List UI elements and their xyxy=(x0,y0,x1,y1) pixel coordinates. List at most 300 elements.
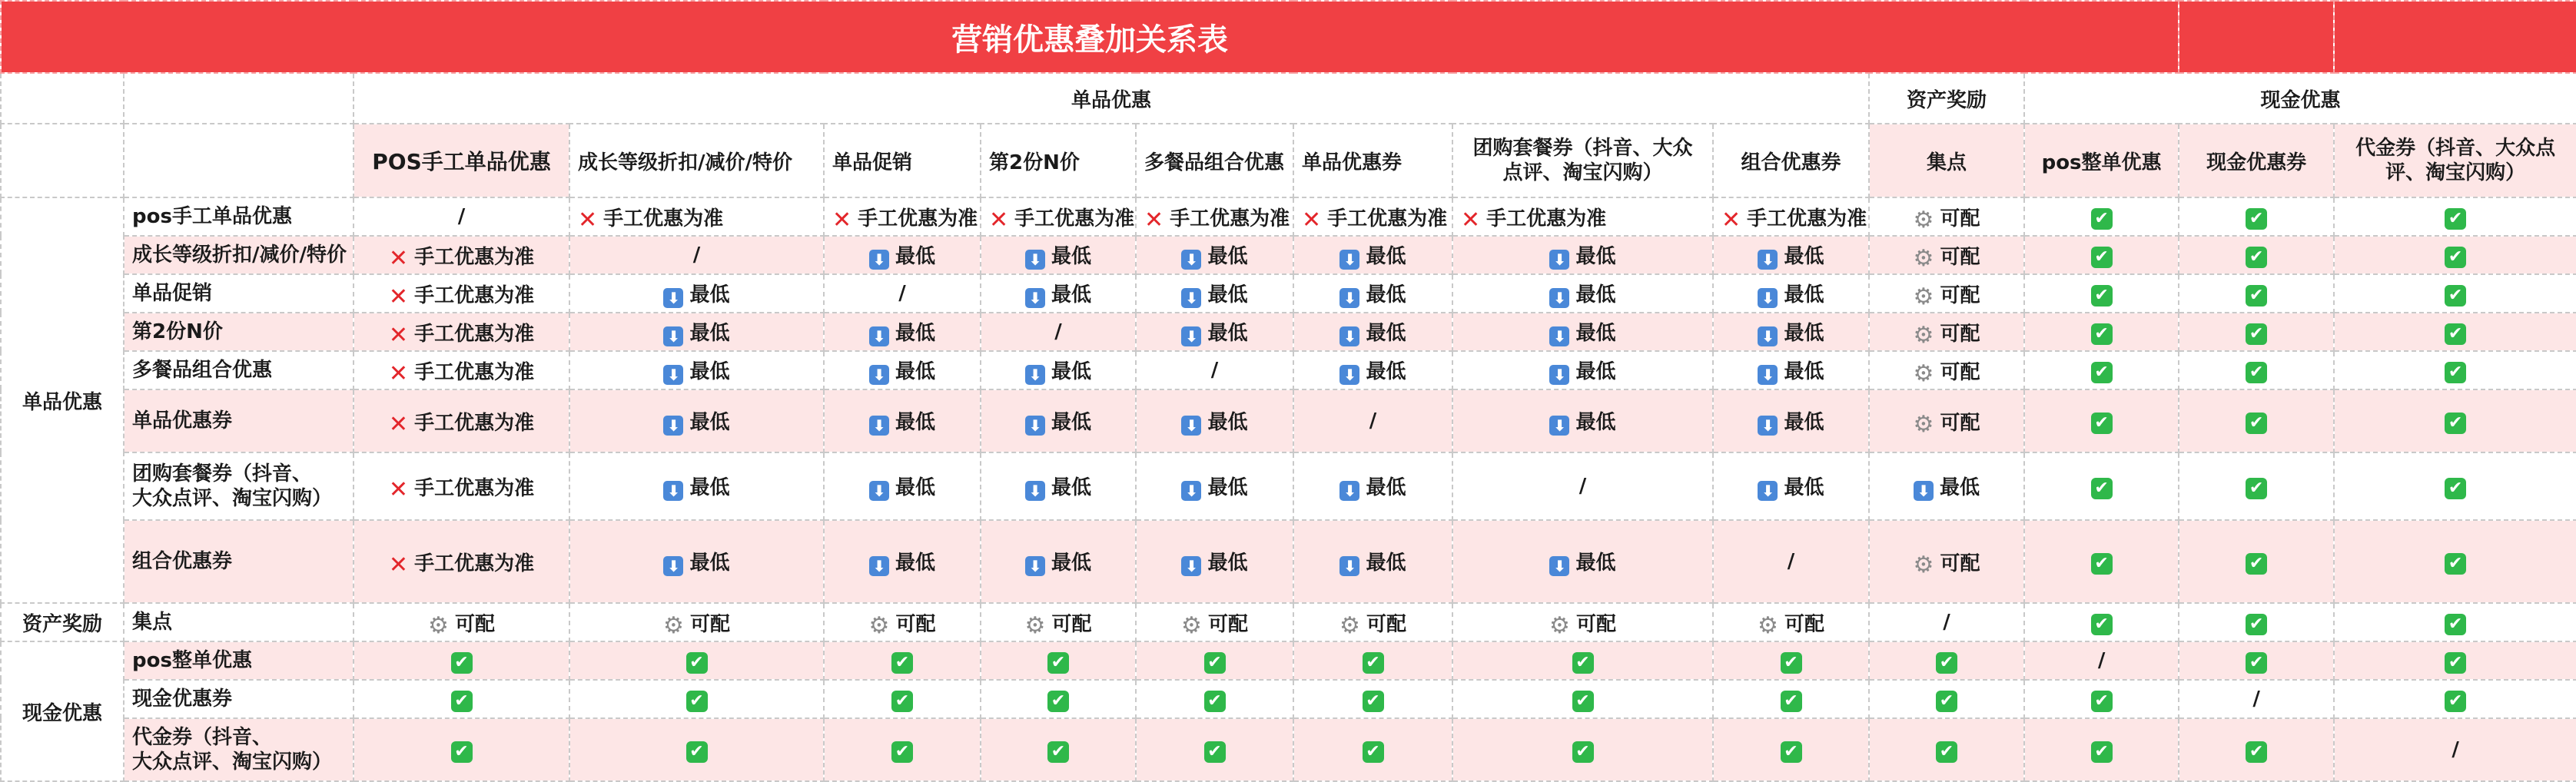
check-mark-icon: ✔ xyxy=(1363,741,1384,763)
down-arrow-icon: ⬇ xyxy=(1025,288,1045,308)
cell-text: 可配 xyxy=(1784,612,1824,636)
title-spacer-cell xyxy=(2179,1,2334,73)
matrix-cell xyxy=(1293,520,1452,603)
cell-text: 最低 xyxy=(1366,476,1406,499)
check-mark-icon: ✔ xyxy=(1572,691,1594,712)
gear-icon: ⚙ xyxy=(663,611,684,639)
cell-text: 手工优惠为准 xyxy=(414,552,535,575)
column-header: 集点 xyxy=(1869,124,2024,197)
group-header-single: 单品优惠 xyxy=(354,73,1869,124)
matrix-cell xyxy=(2179,351,2334,389)
matrix-cell xyxy=(981,389,1136,452)
matrix-cell xyxy=(2334,236,2576,274)
matrix-cell xyxy=(354,274,569,313)
matrix-cell xyxy=(824,452,981,520)
check-mark-icon: ✔ xyxy=(2445,691,2466,712)
cell-text: 最低 xyxy=(1575,322,1616,345)
matrix-cell xyxy=(1713,197,1869,236)
self-slash: / xyxy=(2252,688,2260,711)
check-mark-icon: ✔ xyxy=(2246,652,2267,674)
row-label: 团购套餐券（抖音、 大众点评、淘宝闪购） xyxy=(124,452,354,520)
check-mark-icon: ✔ xyxy=(2445,614,2466,635)
cell-text: 最低 xyxy=(895,360,935,383)
cell-text: 可配 xyxy=(1940,283,1980,307)
matrix-cell xyxy=(1713,641,1869,680)
matrix-cell xyxy=(981,641,1136,680)
column-header: 成长等级折扣/减价/特价 xyxy=(569,124,824,197)
down-arrow-icon: ⬇ xyxy=(869,416,889,436)
check-mark-icon: ✔ xyxy=(2246,478,2267,499)
matrix-cell xyxy=(1136,718,1293,781)
check-mark-icon: ✔ xyxy=(1572,741,1594,763)
check-mark-icon: ✔ xyxy=(1781,741,1802,763)
cell-text: 最低 xyxy=(1366,360,1406,383)
cross-mark-icon: ✕ xyxy=(388,360,409,387)
matrix-cell xyxy=(2179,236,2334,274)
down-arrow-icon: ⬇ xyxy=(663,481,683,501)
matrix-cell xyxy=(1136,313,1293,351)
check-mark-icon: ✔ xyxy=(2091,323,2113,345)
matrix-cell xyxy=(824,603,981,641)
down-arrow-icon: ⬇ xyxy=(663,556,683,576)
self-slash: / xyxy=(1369,409,1377,432)
cell-text: 最低 xyxy=(1207,411,1248,434)
matrix-cell xyxy=(354,351,569,389)
check-mark-icon: ✔ xyxy=(2091,614,2113,635)
gear-icon: ⚙ xyxy=(428,611,449,639)
matrix-cell xyxy=(1293,351,1452,389)
check-mark-icon: ✔ xyxy=(686,741,708,763)
matrix-cell xyxy=(1293,603,1452,641)
down-arrow-icon: ⬇ xyxy=(1181,326,1201,346)
matrix-cell xyxy=(1136,236,1293,274)
table-row xyxy=(1,236,2576,274)
check-mark-icon: ✔ xyxy=(2246,553,2267,575)
matrix-cell xyxy=(1713,274,1869,313)
matrix-cell xyxy=(1136,274,1293,313)
down-arrow-icon: ⬇ xyxy=(1181,416,1201,436)
row-label: 集点 xyxy=(124,603,354,641)
cell-text: 手工优惠为准 xyxy=(414,245,535,269)
column-header: POS手工单品优惠 xyxy=(354,124,569,197)
matrix-cell xyxy=(2334,389,2576,452)
matrix-cell xyxy=(354,452,569,520)
matrix-cell xyxy=(981,718,1136,781)
table-row xyxy=(1,274,2576,313)
matrix-cell xyxy=(2179,197,2334,236)
matrix-cell xyxy=(1136,520,1293,603)
check-mark-icon: ✔ xyxy=(891,691,913,712)
self-slash: / xyxy=(1943,611,1950,634)
cell-text: 最低 xyxy=(1207,476,1248,499)
down-arrow-icon: ⬇ xyxy=(1025,556,1045,576)
matrix-cell xyxy=(1136,351,1293,389)
matrix-cell xyxy=(1869,452,2024,520)
check-mark-icon: ✔ xyxy=(1047,652,1069,674)
matrix-cell xyxy=(569,641,824,680)
matrix-cell xyxy=(1293,452,1452,520)
check-mark-icon: ✔ xyxy=(2445,413,2466,434)
cell-text: 可配 xyxy=(1940,322,1980,346)
check-mark-icon: ✔ xyxy=(891,741,913,763)
cell-text: 手工优惠为准 xyxy=(603,207,724,230)
table-row xyxy=(1,351,2576,389)
cell-text: 可配 xyxy=(1940,245,1980,269)
check-mark-icon: ✔ xyxy=(2246,413,2267,434)
matrix-cell xyxy=(354,641,569,680)
matrix-cell xyxy=(1452,452,1713,520)
cell-text: 手工优惠为准 xyxy=(1170,207,1290,230)
table-row xyxy=(1,313,2576,351)
row-label: 代金券（抖音、 大众点评、淘宝闪购） xyxy=(124,718,354,781)
gear-icon: ⚙ xyxy=(1549,611,1570,639)
gear-icon: ⚙ xyxy=(1758,611,1778,639)
cell-text: 最低 xyxy=(1051,245,1091,268)
matrix-cell xyxy=(1452,680,1713,718)
cell-text: 最低 xyxy=(1784,245,1824,268)
cell-text: 可配 xyxy=(1051,612,1092,636)
cell-text: 最低 xyxy=(1784,476,1824,499)
matrix-cell xyxy=(2334,680,2576,718)
matrix-cell xyxy=(569,274,824,313)
row-label: pos整单优惠 xyxy=(124,641,354,680)
self-slash: / xyxy=(2097,649,2106,672)
matrix-cell xyxy=(824,236,981,274)
corner-cell xyxy=(1,124,124,197)
matrix-cell xyxy=(569,718,824,781)
down-arrow-icon: ⬇ xyxy=(1025,481,1045,501)
down-arrow-icon: ⬇ xyxy=(663,326,683,346)
cross-mark-icon: ✕ xyxy=(1302,206,1322,234)
down-arrow-icon: ⬇ xyxy=(1758,326,1778,346)
down-arrow-icon: ⬇ xyxy=(1339,326,1359,346)
cell-text: 可配 xyxy=(454,612,495,636)
cross-mark-icon: ✕ xyxy=(388,551,409,578)
down-arrow-icon: ⬇ xyxy=(1339,365,1359,385)
down-arrow-icon: ⬇ xyxy=(1025,250,1045,270)
matrix-cell xyxy=(981,197,1136,236)
down-arrow-icon: ⬇ xyxy=(869,481,889,501)
check-mark-icon: ✔ xyxy=(1047,691,1069,712)
matrix-cell xyxy=(2179,452,2334,520)
down-arrow-icon: ⬇ xyxy=(869,326,889,346)
self-slash: / xyxy=(2452,738,2459,761)
matrix-cell xyxy=(824,351,981,389)
column-header: 团购套餐券（抖音、大众点评、淘宝闪购） xyxy=(1452,124,1713,197)
matrix-cell xyxy=(2024,351,2179,389)
matrix-cell xyxy=(354,197,569,236)
down-arrow-icon: ⬇ xyxy=(1339,250,1359,270)
self-slash: / xyxy=(1578,475,1587,498)
matrix-cell xyxy=(2179,603,2334,641)
row-label: pos手工单品优惠 xyxy=(124,197,354,236)
cell-text: 最低 xyxy=(1051,552,1091,575)
matrix-cell xyxy=(1713,236,1869,274)
matrix-cell xyxy=(2024,680,2179,718)
check-mark-icon: ✔ xyxy=(2091,413,2113,434)
cell-text: 最低 xyxy=(895,552,935,575)
cell-text: 可配 xyxy=(1207,612,1248,636)
cell-text: 最低 xyxy=(689,360,730,383)
matrix-cell xyxy=(824,641,981,680)
cell-text: 最低 xyxy=(895,411,935,434)
matrix-cell xyxy=(1452,274,1713,313)
gear-icon: ⚙ xyxy=(868,611,890,639)
check-mark-icon: ✔ xyxy=(2445,652,2466,674)
matrix-cell xyxy=(1713,313,1869,351)
matrix-cell xyxy=(981,236,1136,274)
check-mark-icon: ✔ xyxy=(2246,285,2267,307)
down-arrow-icon: ⬇ xyxy=(1339,556,1359,576)
matrix-cell xyxy=(2179,520,2334,603)
matrix-cell xyxy=(354,603,569,641)
table-row xyxy=(1,452,2576,520)
cross-mark-icon: ✕ xyxy=(388,244,409,272)
cell-text: 最低 xyxy=(1051,283,1091,307)
matrix-cell xyxy=(2334,603,2576,641)
down-arrow-icon: ⬇ xyxy=(1549,250,1569,270)
down-arrow-icon: ⬇ xyxy=(663,365,683,385)
matrix-cell xyxy=(1136,680,1293,718)
cell-text: 最低 xyxy=(895,322,935,345)
cell-text: 可配 xyxy=(1366,612,1406,636)
matrix-cell xyxy=(1136,452,1293,520)
matrix-cell xyxy=(1869,680,2024,718)
table-title: 营销优惠叠加关系表 xyxy=(1,1,2179,73)
check-mark-icon: ✔ xyxy=(2246,362,2267,383)
check-mark-icon: ✔ xyxy=(2445,323,2466,345)
table-row xyxy=(1,641,2576,680)
matrix-cell xyxy=(354,236,569,274)
matrix-cell xyxy=(1293,680,1452,718)
check-mark-icon: ✔ xyxy=(2091,553,2113,575)
gear-icon: ⚙ xyxy=(1913,321,1934,349)
matrix-cell xyxy=(1869,603,2024,641)
check-mark-icon: ✔ xyxy=(2246,323,2267,345)
row-label: 组合优惠券 xyxy=(124,520,354,603)
self-slash: / xyxy=(1054,320,1062,343)
cell-text: 可配 xyxy=(1940,552,1980,575)
matrix-cell xyxy=(1869,718,2024,781)
matrix-cell xyxy=(2179,680,2334,718)
down-arrow-icon: ⬇ xyxy=(1758,481,1778,501)
row-label: 多餐品组合优惠 xyxy=(124,351,354,389)
cell-text: 手工优惠为准 xyxy=(414,360,535,384)
row-label: 现金优惠券 xyxy=(124,680,354,718)
table-row xyxy=(1,603,2576,641)
check-mark-icon: ✔ xyxy=(2445,247,2466,268)
cell-text: 最低 xyxy=(1575,283,1616,307)
gear-icon: ⚙ xyxy=(1913,283,1934,310)
matrix-cell xyxy=(1452,197,1713,236)
matrix-cell xyxy=(981,313,1136,351)
matrix-cell xyxy=(1452,520,1713,603)
check-mark-icon: ✔ xyxy=(1204,741,1226,763)
down-arrow-icon: ⬇ xyxy=(1549,326,1569,346)
column-header: 代金券（抖音、大众点评、淘宝闪购） xyxy=(2334,124,2576,197)
matrix-cell xyxy=(2334,520,2576,603)
matrix-cell xyxy=(824,313,981,351)
cell-text: 最低 xyxy=(1366,552,1406,575)
check-mark-icon: ✔ xyxy=(686,652,708,674)
matrix-cell xyxy=(569,313,824,351)
matrix-cell xyxy=(1869,389,2024,452)
matrix-cell xyxy=(1452,389,1713,452)
cell-text: 可配 xyxy=(689,612,730,636)
cell-text: 最低 xyxy=(1366,245,1406,268)
check-mark-icon: ✔ xyxy=(2445,478,2466,499)
check-mark-icon: ✔ xyxy=(1204,691,1226,712)
down-arrow-icon: ⬇ xyxy=(1181,481,1201,501)
corner-cell xyxy=(124,73,354,124)
matrix-cell xyxy=(824,389,981,452)
check-mark-icon: ✔ xyxy=(451,652,473,674)
down-arrow-icon: ⬇ xyxy=(1339,481,1359,501)
matrix-cell xyxy=(1293,718,1452,781)
gear-icon: ⚙ xyxy=(1913,244,1934,272)
matrix-cell xyxy=(569,603,824,641)
cell-text: 手工优惠为准 xyxy=(1327,207,1448,230)
gear-icon: ⚙ xyxy=(1913,206,1934,234)
check-mark-icon: ✔ xyxy=(451,691,473,712)
down-arrow-icon: ⬇ xyxy=(1758,416,1778,436)
check-mark-icon: ✔ xyxy=(891,652,913,674)
cell-text: 最低 xyxy=(1784,411,1824,434)
corner-cell xyxy=(1,73,124,124)
check-mark-icon: ✔ xyxy=(1363,652,1384,674)
matrix-cell xyxy=(2179,389,2334,452)
matrix-cell xyxy=(2334,452,2576,520)
matrix-cell xyxy=(2024,274,2179,313)
matrix-cell xyxy=(2334,718,2576,781)
self-slash: / xyxy=(1787,550,1795,573)
matrix-cell xyxy=(1713,603,1869,641)
cell-text: 最低 xyxy=(689,283,730,307)
gear-icon: ⚙ xyxy=(1181,611,1202,639)
check-mark-icon: ✔ xyxy=(2091,208,2113,230)
check-mark-icon: ✔ xyxy=(2091,285,2113,307)
gear-icon: ⚙ xyxy=(1339,611,1360,639)
matrix-cell xyxy=(569,197,824,236)
matrix-cell xyxy=(1293,236,1452,274)
table-row xyxy=(1,389,2576,452)
matrix-cell xyxy=(824,274,981,313)
matrix-cell xyxy=(1713,452,1869,520)
cross-mark-icon: ✕ xyxy=(388,475,409,503)
matrix-cell xyxy=(981,274,1136,313)
group-label-cash: 现金优惠 xyxy=(1,641,124,781)
down-arrow-icon: ⬇ xyxy=(1914,481,1934,501)
corner-cell xyxy=(124,124,354,197)
table-row xyxy=(1,197,2576,236)
cross-mark-icon: ✕ xyxy=(1721,206,1741,234)
column-header: 单品促销 xyxy=(824,124,981,197)
check-mark-icon: ✔ xyxy=(1781,691,1802,712)
matrix-cell xyxy=(569,236,824,274)
cell-text: 最低 xyxy=(1939,476,1980,499)
matrix-cell xyxy=(1869,313,2024,351)
cell-text: 手工优惠为准 xyxy=(1747,207,1867,230)
matrix-cell xyxy=(981,603,1136,641)
cell-text: 手工优惠为准 xyxy=(414,411,535,435)
cell-text: 最低 xyxy=(1575,411,1616,434)
matrix-cell xyxy=(2024,197,2179,236)
matrix-cell xyxy=(2024,718,2179,781)
cross-mark-icon: ✕ xyxy=(832,206,852,234)
matrix-cell xyxy=(1869,274,2024,313)
cell-text: 最低 xyxy=(1784,322,1824,345)
title-spacer-cell xyxy=(2334,1,2576,73)
cell-text: 最低 xyxy=(1207,552,1248,575)
cross-mark-icon: ✕ xyxy=(578,206,598,234)
matrix-cell xyxy=(569,389,824,452)
cell-text: 可配 xyxy=(1575,612,1616,636)
matrix-cell xyxy=(2179,274,2334,313)
cell-text: 最低 xyxy=(895,476,935,499)
cell-text: 最低 xyxy=(1575,245,1616,268)
matrix-cell xyxy=(981,520,1136,603)
down-arrow-icon: ⬇ xyxy=(1181,288,1201,308)
check-mark-icon: ✔ xyxy=(1936,691,1957,712)
cell-text: 最低 xyxy=(689,552,730,575)
matrix-cell xyxy=(354,313,569,351)
check-mark-icon: ✔ xyxy=(2246,614,2267,635)
row-label: 第2份N价 xyxy=(124,313,354,351)
cell-text: 手工优惠为准 xyxy=(1486,207,1607,230)
matrix-cell xyxy=(1293,641,1452,680)
down-arrow-icon: ⬇ xyxy=(1025,416,1045,436)
matrix-cell xyxy=(824,197,981,236)
matrix-cell xyxy=(2024,603,2179,641)
matrix-cell xyxy=(2024,313,2179,351)
column-header: 组合优惠券 xyxy=(1713,124,1869,197)
matrix-cell xyxy=(981,351,1136,389)
matrix-cell xyxy=(569,520,824,603)
group-header-cash: 现金优惠 xyxy=(2024,73,2576,124)
matrix-cell xyxy=(824,680,981,718)
self-slash: / xyxy=(692,244,701,267)
matrix-cell xyxy=(354,680,569,718)
cross-mark-icon: ✕ xyxy=(989,206,1009,234)
matrix-cell xyxy=(1713,351,1869,389)
self-slash: / xyxy=(1210,359,1219,382)
check-mark-icon: ✔ xyxy=(2091,362,2113,383)
cell-text: 最低 xyxy=(1207,245,1248,268)
matrix-cell xyxy=(1452,236,1713,274)
row-label: 单品促销 xyxy=(124,274,354,313)
check-mark-icon: ✔ xyxy=(2246,208,2267,230)
down-arrow-icon: ⬇ xyxy=(663,416,683,436)
check-mark-icon: ✔ xyxy=(1047,741,1069,763)
matrix-cell xyxy=(2024,520,2179,603)
gear-icon: ⚙ xyxy=(1913,410,1934,438)
matrix-cell xyxy=(354,389,569,452)
matrix-cell xyxy=(1713,680,1869,718)
check-mark-icon: ✔ xyxy=(2445,362,2466,383)
matrix-cell xyxy=(1136,603,1293,641)
cell-text: 最低 xyxy=(1207,322,1248,345)
cell-text: 最低 xyxy=(1366,283,1406,307)
matrix-cell xyxy=(1293,313,1452,351)
check-mark-icon: ✔ xyxy=(1936,741,1957,763)
cell-text: 最低 xyxy=(1051,360,1091,383)
matrix-cell xyxy=(569,680,824,718)
down-arrow-icon: ⬇ xyxy=(1758,250,1778,270)
check-mark-icon: ✔ xyxy=(2445,208,2466,230)
matrix-cell xyxy=(824,718,981,781)
matrix-cell xyxy=(981,452,1136,520)
cell-text: 最低 xyxy=(1051,476,1091,499)
